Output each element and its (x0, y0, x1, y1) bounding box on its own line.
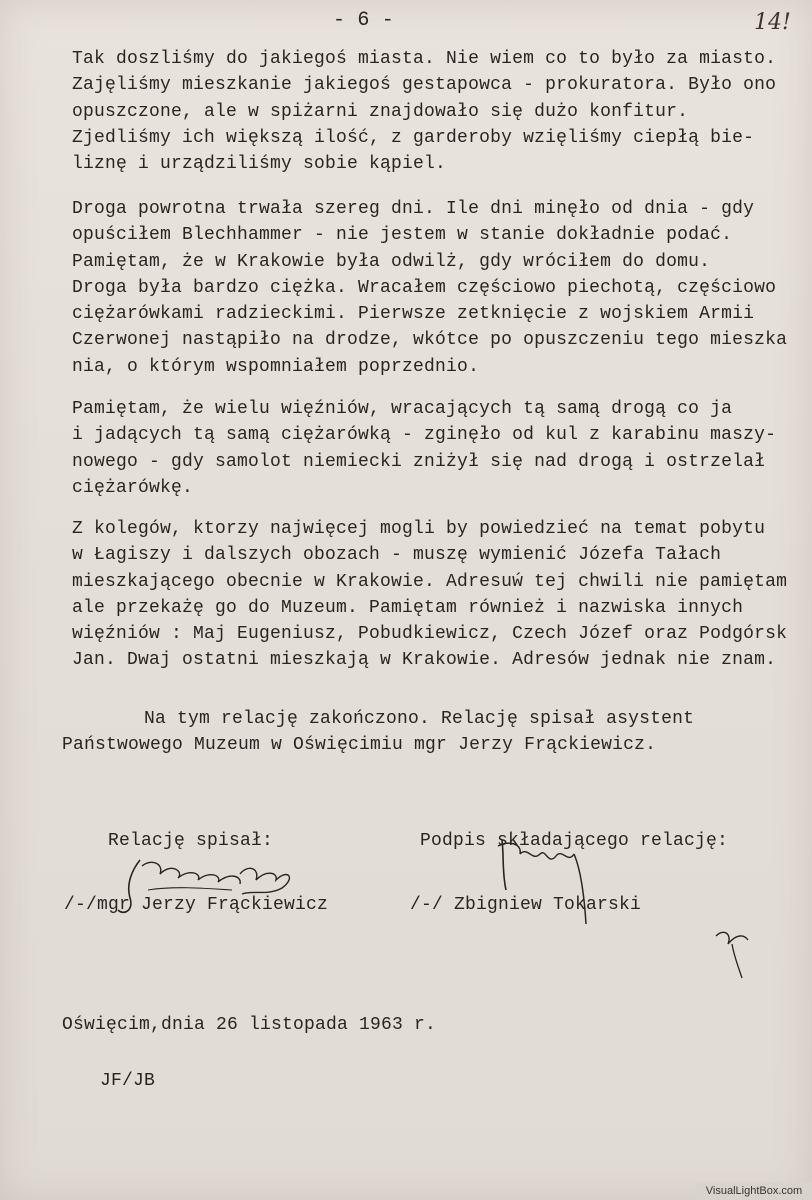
paragraph-1 (72, 46, 776, 177)
text-line: Zjedliśmy ich większą ilość, z garderoby wzięliśmy ciepłą bie- (72, 127, 755, 148)
text-line: ciężarówkę. (72, 477, 194, 498)
paragraph-2 (72, 196, 787, 380)
margin-annotation (710, 918, 760, 982)
text-line: Tak doszliśmy do jakiegoś miasta. Nie wiem co to było za miasto. (72, 49, 777, 69)
text-line: opuściłem Blechhammer - nie jestem w stanie dokładnie podać. (72, 225, 733, 246)
text-line: Pamiętam, że wielu więźniów, wracających tą samą drogą co ja (72, 399, 733, 419)
text-line: Na tym relację zakończono. Relację spisał asystent (144, 709, 695, 729)
text-line: Jan. Dwaj ostatni mieszkają w Krakowie. Adresów jednak nie znam. (72, 650, 777, 671)
text-line: Droga była bardzo ciężka. Wracałem częściowo piechotą, częściowo (72, 277, 777, 298)
text-line: Państwowego Muzeum w Oświęcimiu mgr Jerzy Frąckiewicz. (62, 735, 657, 756)
text-line: i jadących tą samą ciężarówką - zginęło od kul z karabinu maszy- (72, 425, 777, 446)
paragraph-4 (72, 516, 787, 674)
text-line: ciężarówkami radzieckimi. Pierwsze zetknięcie z wojskiem Armii (72, 304, 755, 325)
recorder-label: Relację spisał: (108, 831, 274, 851)
witness-name: /-/ Zbigniew Tokarski (410, 895, 642, 915)
page-number: - 6 - (333, 9, 395, 32)
text-line: ale przekażę go do Muzeum. Pamiętam również i nazwiska innych (72, 597, 744, 618)
recorder-name: /-/mgr Jerzy Frąckiewicz (64, 895, 329, 915)
text-line: mieszkającego obecnie w Krakowie. Adresuẃ tej chwili nie pamiętam (72, 571, 788, 592)
text-line: Pamiętam, że w Krakowie była odwilż, gdy wróciłem do domu. (72, 251, 711, 272)
text-line: Droga powrotna trwała szereg dni. Ile dni minęło od dnia - gdy (72, 199, 755, 219)
closing-paragraph (62, 706, 694, 759)
text-line: więźniów : Maj Eugeniusz, Pobudkiewicz, Czech Józef oraz Podgórsk (72, 624, 788, 645)
watermark-link[interactable]: VisualLightBox.com (696, 1182, 812, 1200)
text-line: liznę i urządziliśmy sobie kąpiel. (72, 154, 447, 175)
reference-initials: JF/JB (100, 1071, 156, 1091)
text-line: Z kolegów, ktorzy najwięcej mogli by powiedzieć na temat pobytu (72, 519, 766, 539)
text-line: nowego - gdy samolot niemiecki zniżył się nad drogą i ostrzelał (72, 451, 766, 472)
date-line: Oświęcim,dnia 26 listopada 1963 r. (62, 1015, 437, 1035)
text-line: Czerwonej nastąpiło na drodze, wkótce po opuszczeniu tego mieszka (72, 330, 788, 351)
handwritten-page-number: 14! (754, 10, 791, 35)
text-line: Zajęliśmy mieszkanie jakiegoś gestapowca - prokuratora. Było ono (72, 75, 777, 96)
text-line: w Łagiszy i dalszych obozach - muszę wymienić Józefa Tałach (72, 545, 722, 566)
text-line: nia, o którym wspomniałem poprzednio. (72, 356, 480, 377)
text-line: opuszczone, ale w spiżarni znajdowało się dużo konfitur. (72, 101, 689, 122)
paragraph-3 (72, 396, 776, 501)
witness-label: Podpis składającego relację: (420, 831, 729, 851)
